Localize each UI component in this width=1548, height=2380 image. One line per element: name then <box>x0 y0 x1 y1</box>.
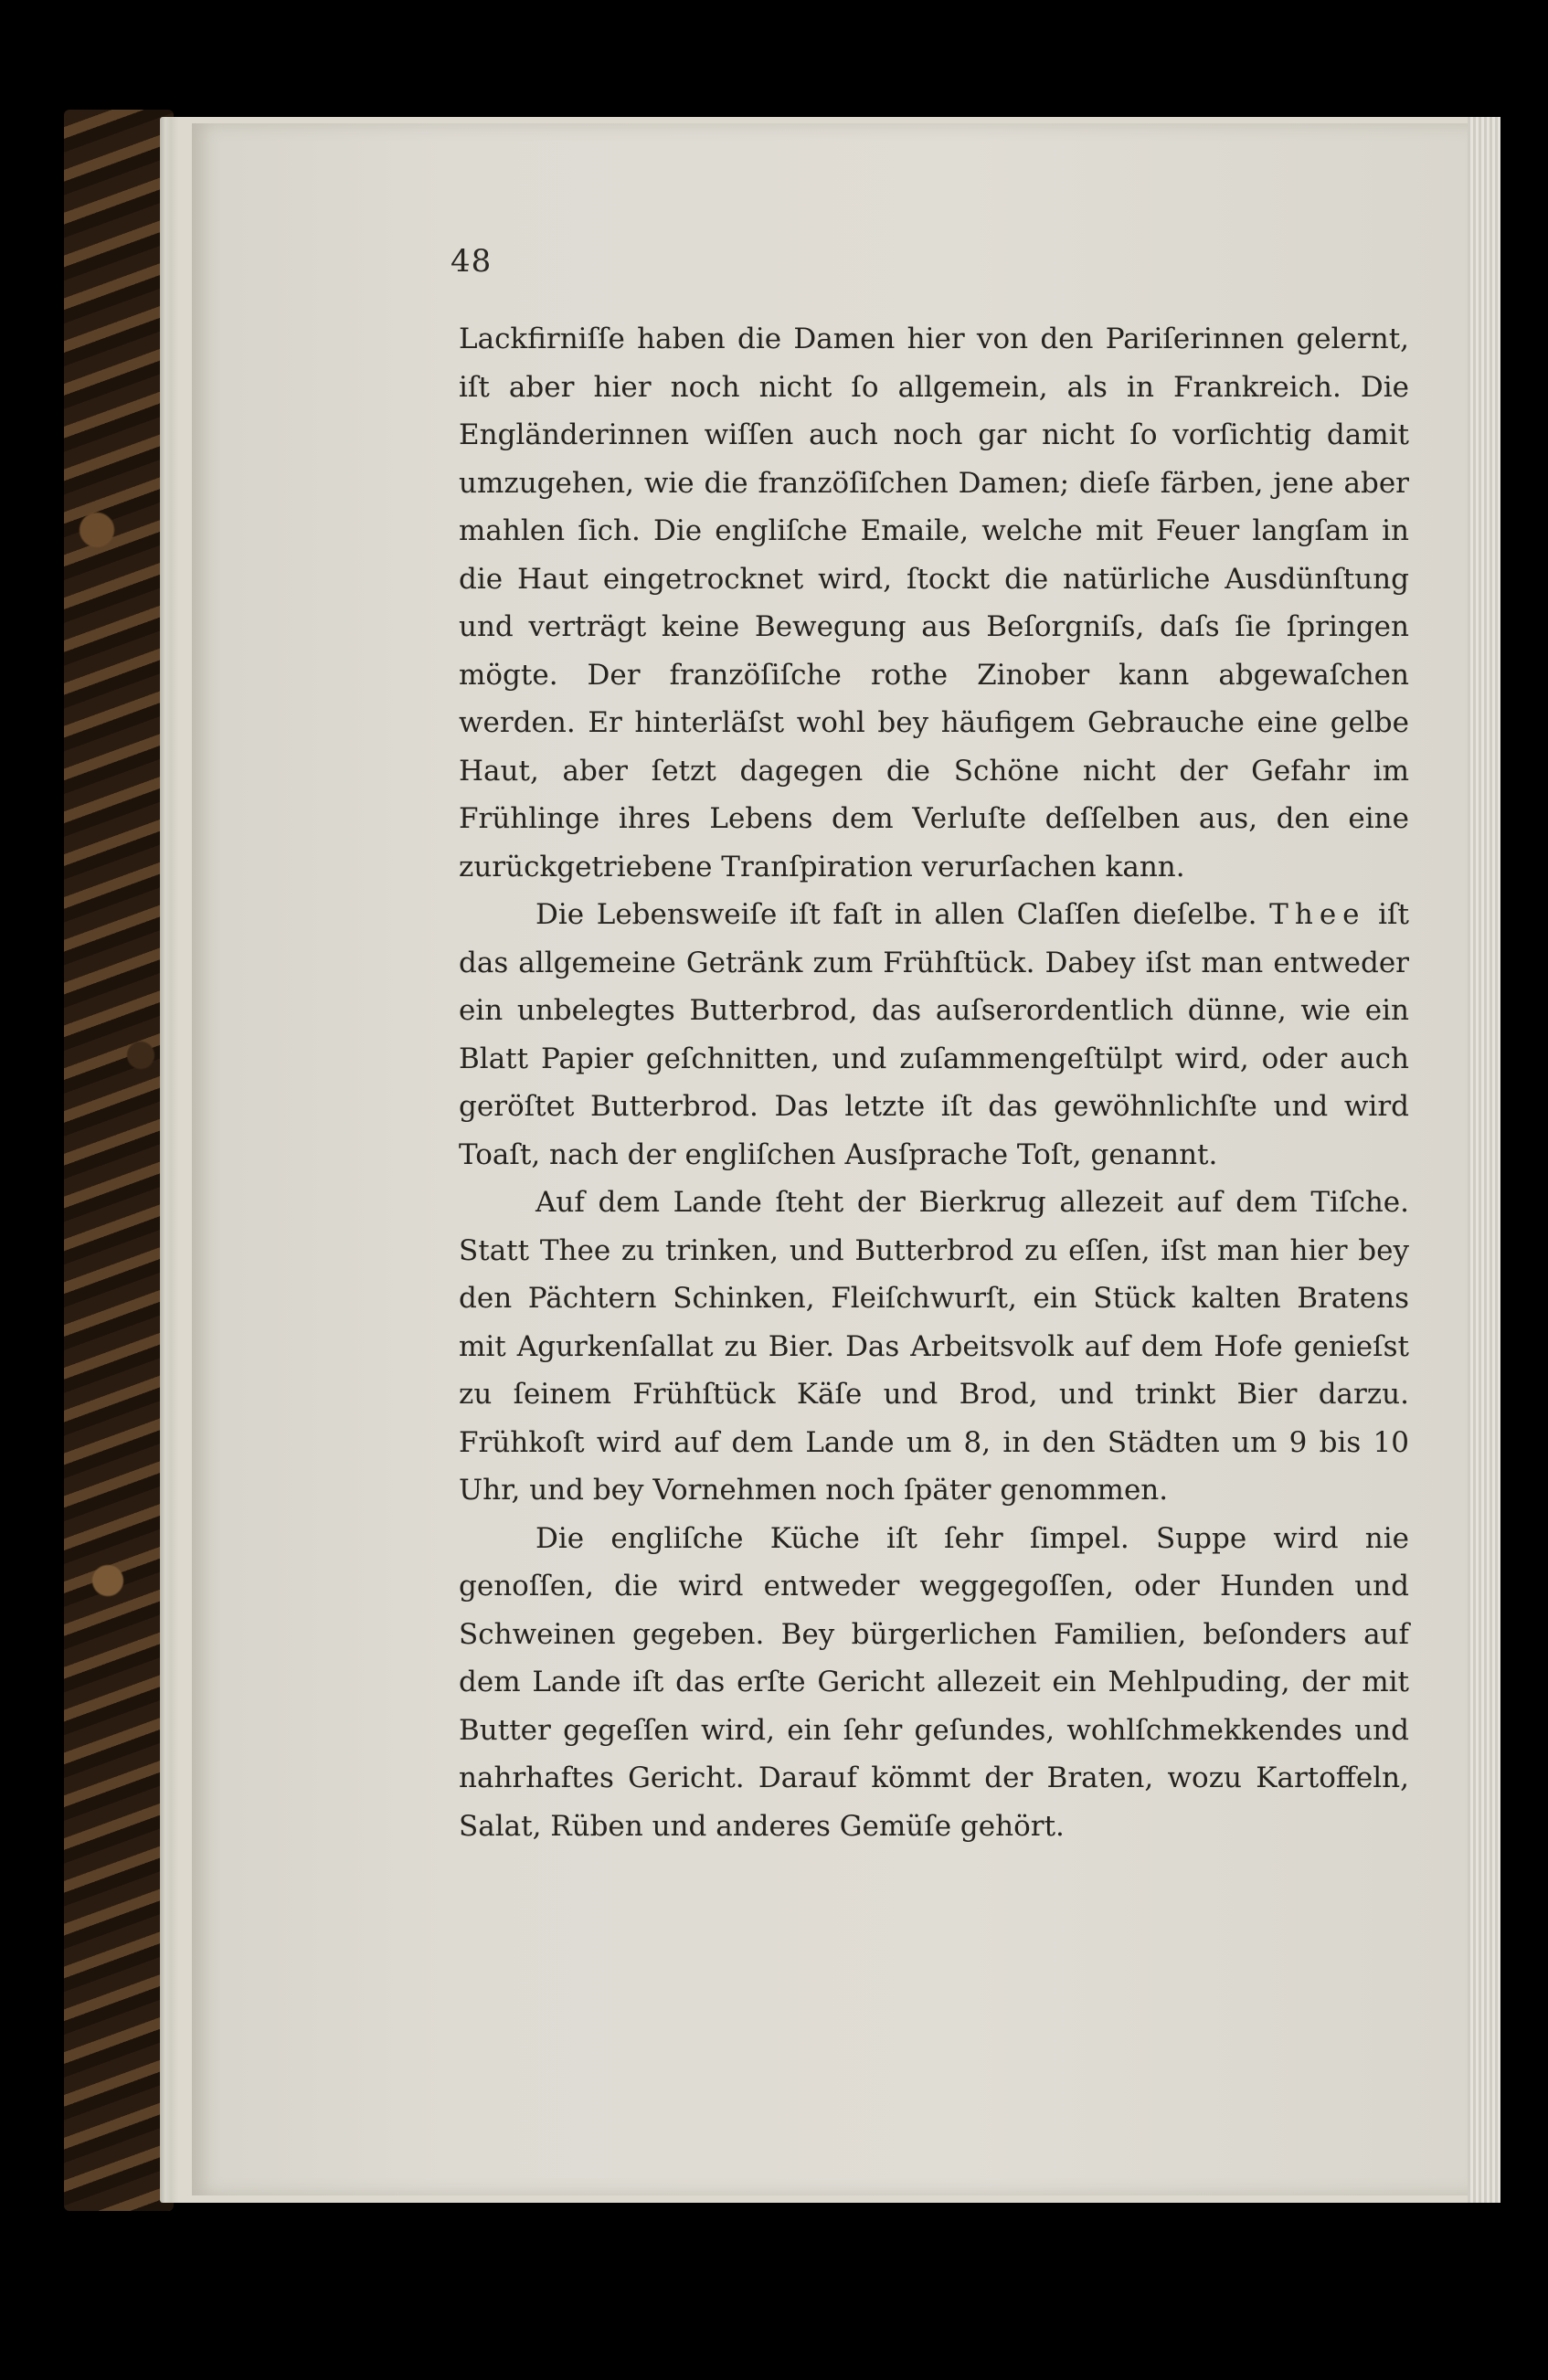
paragraph-2 <box>459 891 1409 1179</box>
body-text <box>459 315 1409 1850</box>
paragraph-2-text: iſt das allgemeine Getränk zum Frühſtück. Dabey iſst man entweder ein unbelegtes Butterbrod, das auſserordentlich dünne, wie ein Blatt Papier geſchnitten, und zuſammengeſtülpt wird, oder auch geröſtet Butterbrod. Das letzte iſt das gewöhnlichſte und wird Toaſt, nach der engliſchen Ausſprache Toſt, genannt. <box>459 898 1409 1171</box>
paragraph-1-text: Lackfirniſſe haben die Damen hier von den Pariſerinnen gelernt, iſt aber hier noch nicht ſo allgemein, als in Frankreich. Die Engländerinnen wiſſen auch noch gar nicht ſo vorſichtig damit umzugehen, wie die franzöſiſchen Damen; dieſe färben, jene aber mahlen ſich. Die engliſche Emaile, welche mit Feuer langſam in die Haut eingetrocknet wird, ſtockt die natürliche Ausdünſtung und verträgt keine Bewegung aus Beſorgniſs, daſs ſie ſpringen mögte. Der franzöſiſche rothe Zinober kann abgewaſchen werden. Er hinterläſst wohl bey häufigem Gebrauche eine gelbe Haut, aber ſetzt dagegen die Schöne nicht der Gefahr im Frühlinge ihres Lebens dem Verluſte deſſelben aus, den eine zurückgetriebene Tranſpiration verurſachen kann. <box>459 323 1409 883</box>
page-right-edges <box>1468 117 1500 2203</box>
page-number: 48 <box>451 243 493 280</box>
paragraph-4 <box>459 1515 1409 1851</box>
marbled-cover-edge <box>64 110 174 2211</box>
paragraph-1 <box>459 315 1409 891</box>
paragraph-3 <box>459 1179 1409 1515</box>
paragraph-2-spaced-word: Thee <box>1269 898 1366 931</box>
paragraph-2-lead: Die Lebensweiſe iſt faſt in allen Claſſen dieſelbe. <box>535 898 1257 931</box>
paragraph-3-text: Auf dem Lande ſteht der Bierkrug allezeit auf dem Tiſche. Statt Thee zu trinken, und Butterbrod zu eſſen, iſst man hier bey den Pächtern Schinken, Fleiſchwurſt, ein Stück kalten Bratens mit Agurkenſallat zu Bier. Das Arbeitsvolk auf dem Hofe genieſst zu ſeinem Frühſtück Käſe und Brod, und trinkt Bier darzu. Frühkoſt wird auf dem Lande um 8, in den Städten um 9 bis 10 Uhr, und bey Vornehmen noch ſpäter genommen. <box>459 1186 1409 1507</box>
paragraph-4-text: Die engliſche Küche iſt ſehr ſimpel. Suppe wird nie genoſſen, die wird entweder weggegoſſen, oder Hunden und Schweinen gegeben. Bey bürgerlichen Familien, beſonders auf dem Lande iſt das erſte Gericht allezeit ein Mehlpuding, der mit Butter gegeſſen wird, ein ſehr geſundes, wohlſchmekkendes und nahrhaftes Gericht. Darauf kömmt der Braten, wozu Kartoffeln, Salat, Rüben und anderes Gemüſe gehört. <box>459 1521 1409 1843</box>
